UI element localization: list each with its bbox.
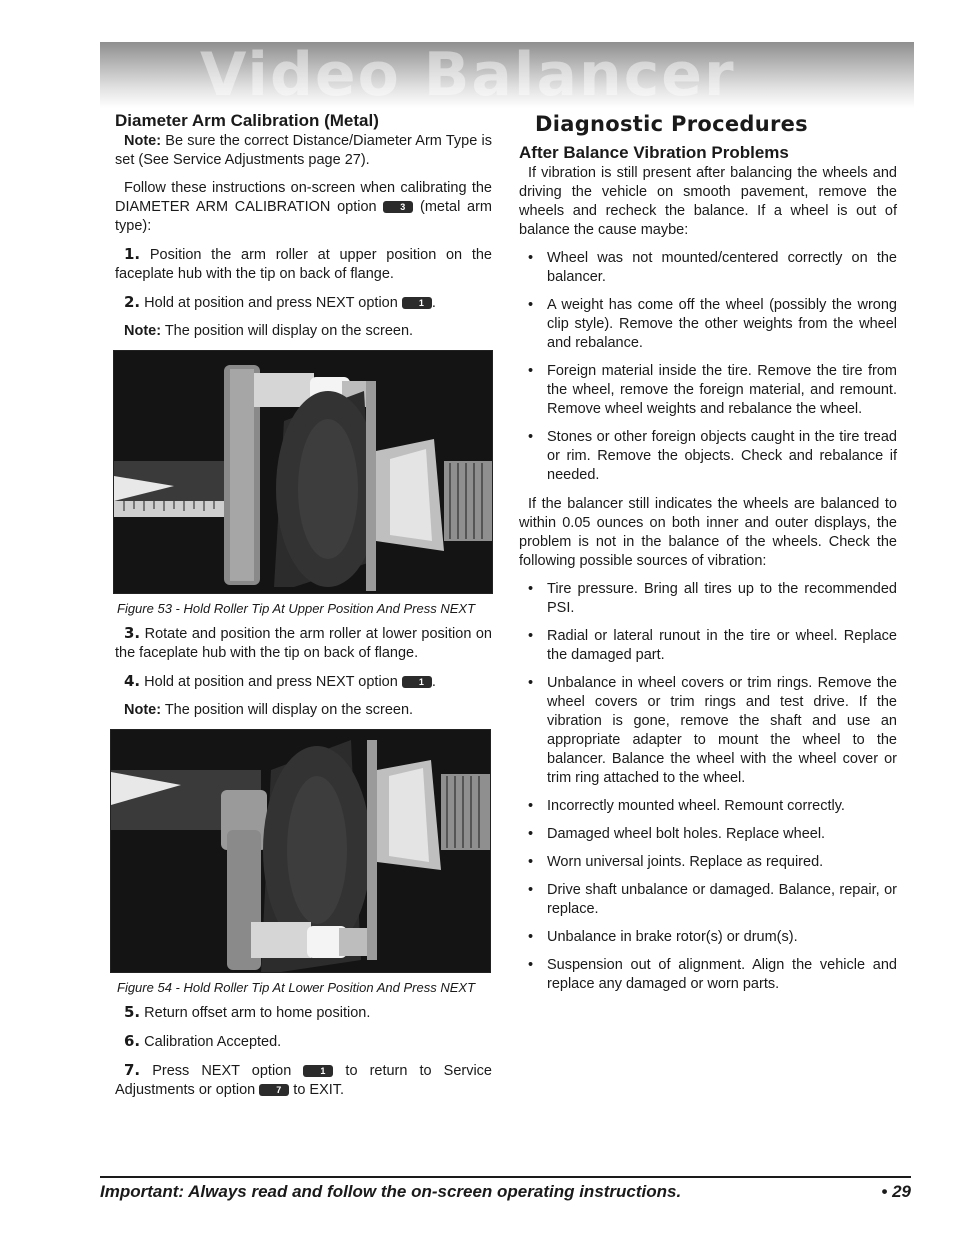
step-4: 4. Hold at position and press NEXT option 1 . <box>124 672 436 690</box>
cause-list <box>519 249 897 485</box>
step-3: 3. Rotate and position the arm roller at lower position on the faceplate hub with the tip on back of flange. <box>115 624 492 661</box>
body-paragraph: If the balancer still indicates the wheels are balanced to within 0.05 ounces on both inner and outer displays, the problem is not in the balance of the wheels. Check the following possible sources of vibration: <box>519 496 897 569</box>
source-list <box>519 580 897 994</box>
diagnostic-title: Diagnostic Procedures <box>535 112 808 136</box>
footer-note: Important: Always read and follow the on-screen operating instructions. <box>100 1182 682 1201</box>
list-item: • Damaged wheel bolt holes. Replace wheel. <box>519 825 897 844</box>
figure-54-caption: Figure 54 - Hold Roller Tip At Lower Position And Press NEXT <box>117 980 476 995</box>
figure-53-caption: Figure 53 - Hold Roller Tip At Upper Position And Press NEXT <box>117 601 476 616</box>
list-item: • Unbalance in wheel covers or trim rings. Remove the wheel covers or trim rings and test drive. If the vibration is gone, remove the shaft and use an appropriate adapter to mount the wheel to the balancer. Balance the wheel with the wheel cover or trim ring attached to the wheel. <box>519 674 897 788</box>
list-item: • Drive shaft unbalance or damaged. Balance, repair, or replace. <box>519 881 897 919</box>
list-item: • Stones or other foreign objects caught in the tire tread or rim. Remove the objects. Check and rebalance if needed. <box>519 428 897 485</box>
list-item: • Tire pressure. Bring all tires up to the recommended PSI. <box>519 580 897 618</box>
banner-title: Video Balancer <box>200 42 736 108</box>
note-paragraph: Note: Be sure the correct Distance/Diameter Arm Type is set (See Service Adjustments page 27). <box>115 133 492 168</box>
footer <box>100 1181 911 1203</box>
figure-54-photo <box>110 729 491 973</box>
list-item: • Unbalance in brake rotor(s) or drum(s). <box>519 928 897 947</box>
intro-paragraph: If vibration is still present after balancing the wheels and driving the vehicle on smooth pavement, remove the wheels and recheck the balance. If a wheel is out of balance the cause maybe: <box>519 165 897 238</box>
header-banner <box>100 42 914 108</box>
list-item: • Radial or lateral runout in the tire or wheel. Replace the damaged part. <box>519 627 897 665</box>
left-column <box>115 110 492 1109</box>
note-paragraph: Note: The position will display on the screen. <box>124 323 414 339</box>
step-1: 1. Position the arm roller at upper position on the faceplate hub with the tip on back of flange. <box>115 245 492 282</box>
page-number: • 29 <box>881 1182 911 1201</box>
list-item: • Suspension out of alignment. Align the vehicle and replace any damaged or worn parts. <box>519 956 897 994</box>
option-key-3: 3 <box>383 201 413 213</box>
step-7: 7. Press NEXT option 1 to return to Service Adjustments or option 7 to EXIT. <box>115 1061 492 1098</box>
intro-paragraph: Follow these instructions on-screen when calibrating the DIAMETER ARM CALIBRATION option 3 (metal arm type): <box>115 180 492 234</box>
step-5: 5. Return offset arm to home position. <box>124 1003 371 1021</box>
list-item: • A weight has come off the wheel (possibly the wrong clip style). Remove the other weights from the wheel and rebalance. <box>519 296 897 353</box>
option-key-1: 1 <box>402 297 432 309</box>
figure-53-photo <box>113 350 493 594</box>
list-item: • Worn universal joints. Replace as required. <box>519 853 897 872</box>
step-6: 6. Calibration Accepted. <box>124 1032 282 1050</box>
step-2: 2. Hold at position and press NEXT option 1 . <box>124 293 436 311</box>
list-item: • Incorrectly mounted wheel. Remount correctly. <box>519 797 897 816</box>
note-paragraph: Note: The position will display on the screen. <box>124 702 414 718</box>
balancer-upper-photo <box>114 351 492 593</box>
subheading: After Balance Vibration Problems <box>519 143 789 162</box>
list-item: • Foreign material inside the tire. Remove the tire from the wheel, remove the foreign material, and remount. Remove wheel weights and rebalance the wheel. <box>519 362 897 419</box>
balancer-lower-photo <box>111 730 490 972</box>
option-key-7: 7 <box>259 1084 289 1096</box>
option-key-1: 1 <box>303 1065 333 1077</box>
section-heading: Diameter Arm Calibration (Metal) <box>115 111 379 130</box>
right-column <box>519 110 897 1004</box>
footer-divider <box>100 1176 911 1178</box>
list-item: • Wheel was not mounted/centered correctly on the balancer. <box>519 249 897 287</box>
option-key-1: 1 <box>402 676 432 688</box>
